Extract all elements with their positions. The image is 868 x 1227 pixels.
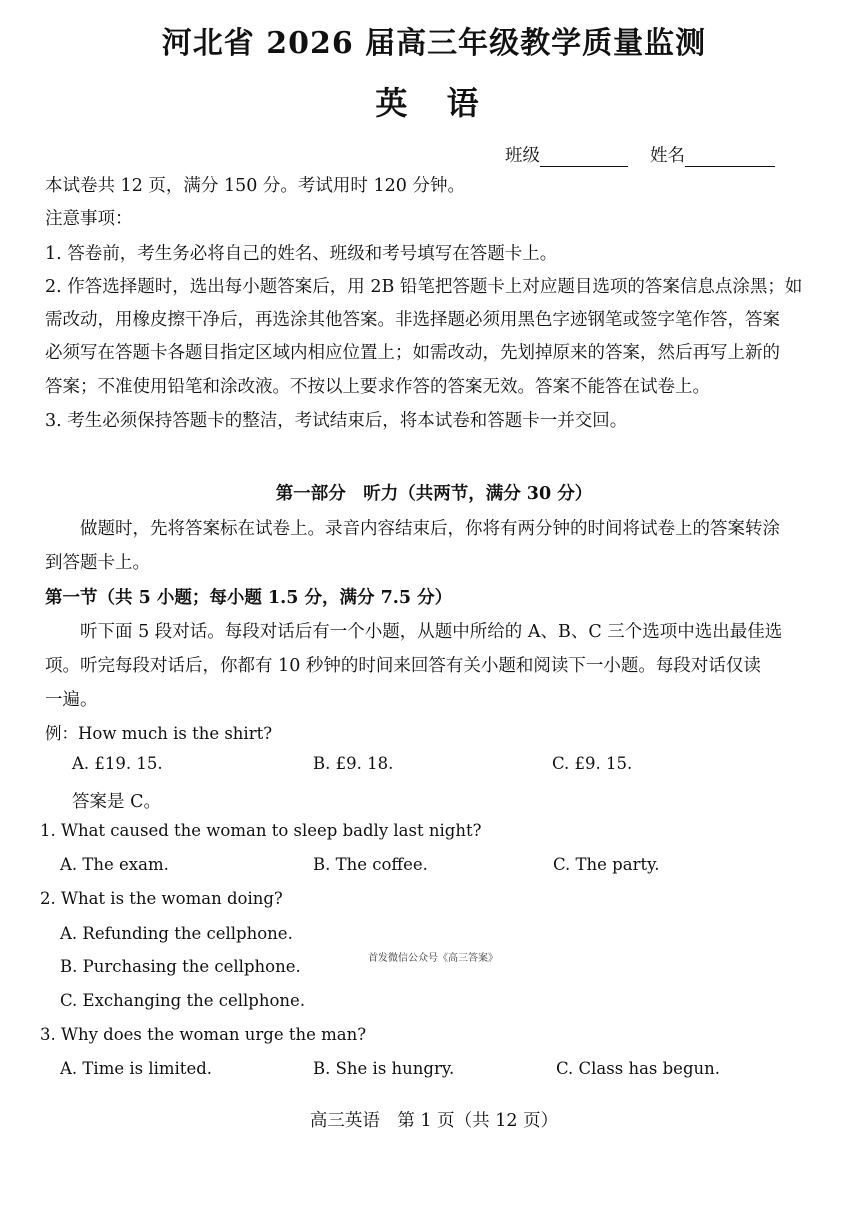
name-label: 姓名 — [650, 146, 685, 166]
note-2-line-1: 2. 作答选择题时，选出每小题答案后，用 2B 铅笔把答题卡上对应题目选项的答案信息点涂黑；如 — [45, 277, 803, 297]
question-2-option-b: B. Purchasing the cellphone. — [60, 957, 301, 976]
part1-instruction-line-1: 做题时，先将答案标在试卷上。录音内容结束后，你将有两分钟的时间将试卷上的答案转涂 — [80, 519, 780, 539]
question-3-option-c: C. Class has begun. — [556, 1059, 721, 1078]
note-2-line-3: 必须写在答题卡各题目指定区域内相应位置上；如需改动，先划掉原来的答案，然后再写上新的 — [45, 343, 780, 363]
part1-heading: 第一部分 听力（共两节，满分 30 分） — [275, 484, 593, 504]
note-2-line-4: 答案；不准使用铅笔和涂改液。不按以上要求作答的答案无效。答案不能答在试卷上。 — [45, 377, 710, 397]
question-1-option-a: A. The exam. — [60, 855, 169, 874]
example-question: 例：How much is the shirt? — [45, 724, 273, 743]
question-2: 2. What is the woman doing? — [40, 889, 283, 908]
part1-instruction-line-2: 到答题卡上。 — [45, 553, 150, 573]
section1-instruction-line-1: 听下面 5 段对话。每段对话后有一个小题，从题中所给的 A、B、C 三个选项中选出最佳选 — [80, 622, 783, 642]
note-3: 3. 考生必须保持答题卡的整洁，考试结束后，将本试卷和答题卡一并交回。 — [45, 411, 628, 431]
question-3-option-a: A. Time is limited. — [60, 1059, 213, 1078]
question-1-option-c: C. The party. — [553, 855, 660, 874]
section1-instruction-line-2: 项。听完每段对话后，你都有 10 秒钟的时间来回答有关小题和阅读下一小题。每段对话仅读 — [45, 656, 761, 676]
notes-title: 注意事项： — [45, 209, 133, 229]
class-field — [505, 142, 628, 167]
watermark: 首发微信公众号《高三答案》 — [368, 953, 498, 964]
question-3: 3. Why does the woman urge the man? — [40, 1025, 367, 1044]
exam-summary: 本试卷共 12 页，满分 150 分。考试用时 120 分钟。 — [45, 176, 465, 196]
class-label: 班级 — [505, 146, 540, 166]
name-blank — [685, 148, 775, 167]
note-2-line-2: 需改动，用橡皮擦干净后，再选涂其他答案。非选择题必须用黑色字迹钢笔或签字笔作答，答案 — [45, 310, 780, 330]
page-footer: 高三英语 第 1 页（共 12 页） — [309, 1111, 559, 1131]
note-1: 1. 答卷前，考生务必将自己的姓名、班级和考号填写在答题卡上。 — [45, 244, 558, 264]
section1-heading: 第一节（共 5 小题；每小题 1.5 分，满分 7.5 分） — [45, 588, 453, 608]
exam-title: 河北省 2026 届高三年级教学质量监测 — [161, 26, 707, 61]
name-field — [650, 142, 775, 167]
example-option-b: B. £9. 18. — [313, 754, 394, 773]
example-option-a: A. £19. 15. — [72, 754, 163, 773]
class-blank — [540, 148, 628, 167]
question-3-option-b: B. She is hungry. — [313, 1059, 455, 1078]
question-2-option-c: C. Exchanging the cellphone. — [60, 991, 306, 1010]
question-1-option-b: B. The coffee. — [313, 855, 428, 874]
section1-instruction-line-3: 一遍。 — [45, 690, 98, 710]
question-1: 1. What caused the woman to sleep badly last night? — [40, 821, 482, 840]
example-answer: 答案是 C。 — [72, 792, 161, 812]
question-2-option-a: A. Refunding the cellphone. — [60, 924, 293, 943]
subject-title: 英 语 — [375, 84, 493, 122]
example-option-c: C. £9. 15. — [552, 754, 633, 773]
